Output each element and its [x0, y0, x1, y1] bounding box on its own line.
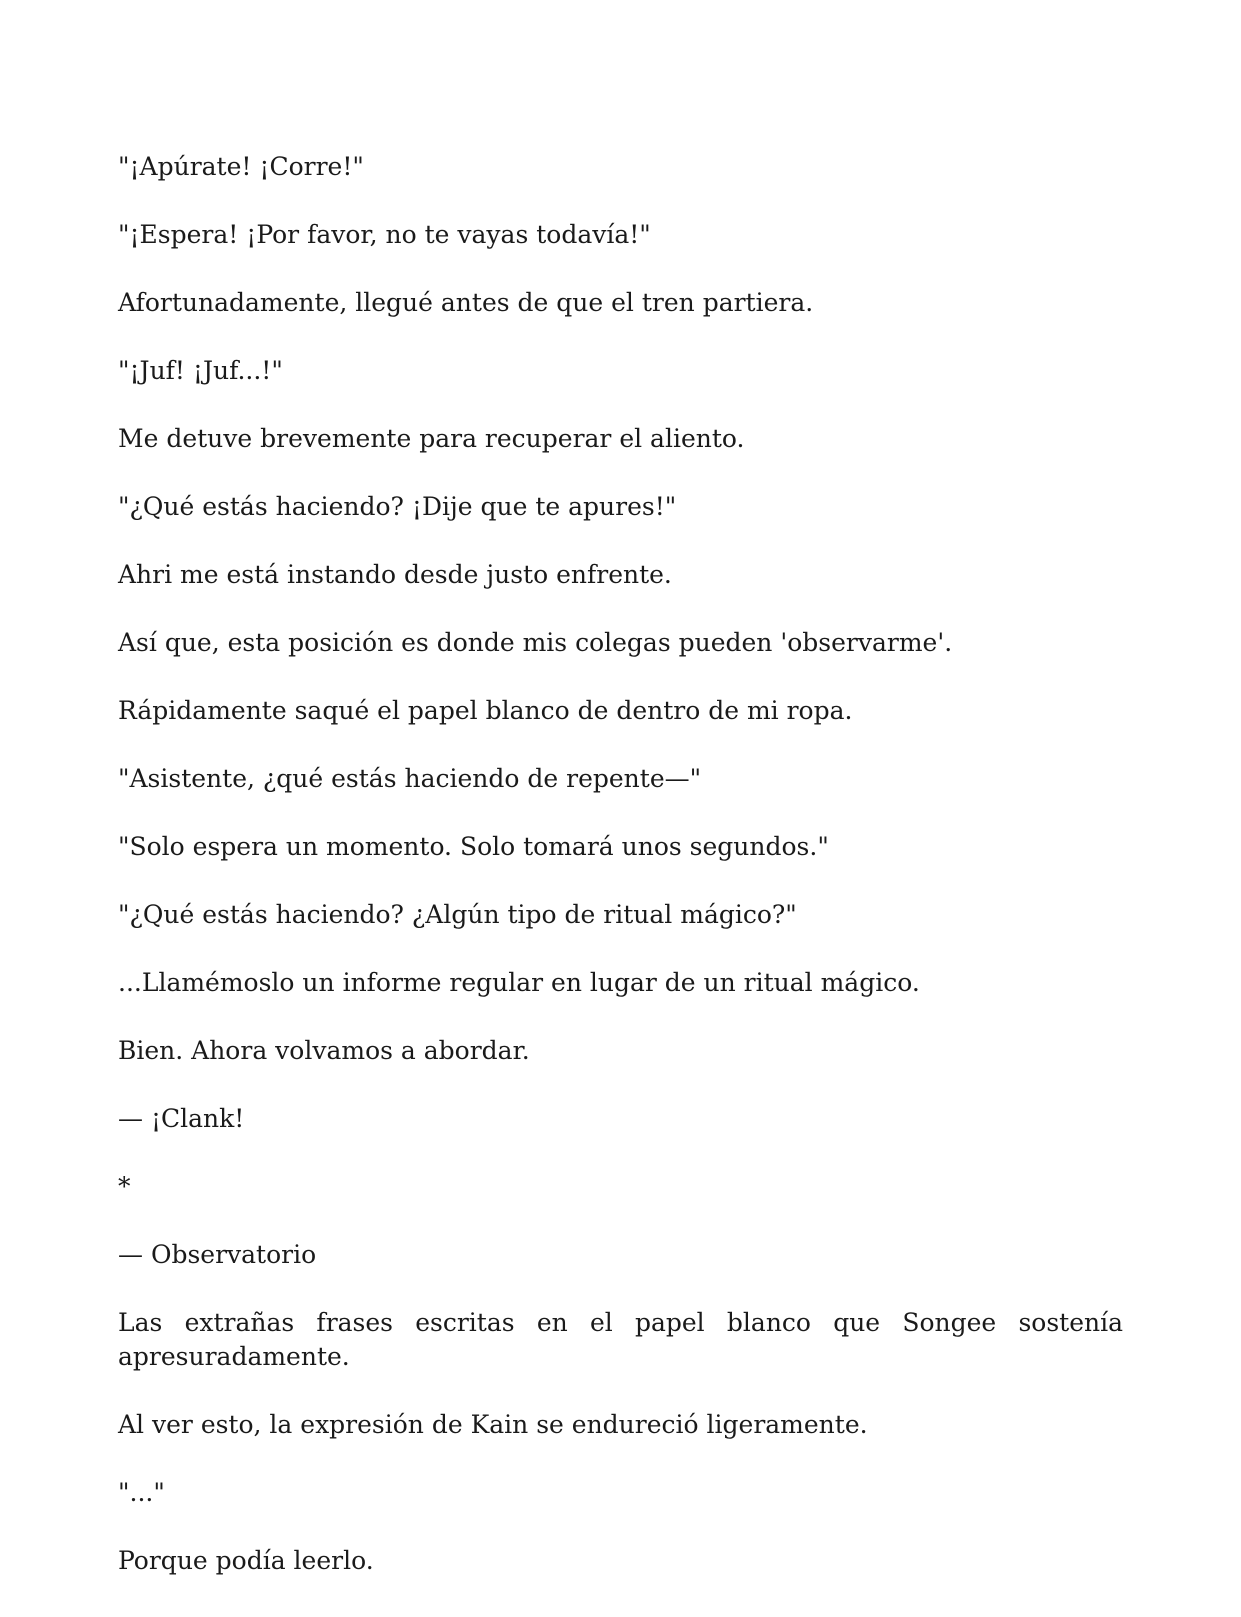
paragraph: "Asistente, ¿qué estás haciendo de repente—" — [118, 764, 702, 793]
paragraph: "¿Qué estás haciendo? ¿Algún tipo de ritual mágico?" — [118, 900, 797, 929]
paragraph: — ¡Clank! — [118, 1104, 245, 1133]
paragraph: Rápidamente saqué el papel blanco de dentro de mi ropa. — [118, 696, 853, 725]
section-break: * — [118, 1172, 131, 1201]
paragraph: ...Llamémoslo un informe regular en lugar de un ritual mágico. — [118, 968, 920, 997]
paragraph: Afortunadamente, llegué antes de que el tren partiera. — [118, 288, 814, 317]
paragraph: "¡Apúrate! ¡Corre!" — [118, 152, 364, 181]
paragraph: Bien. Ahora volvamos a abordar. — [118, 1036, 530, 1065]
paragraph: Ahri me está instando desde justo enfrente. — [118, 560, 672, 589]
paragraph: Las extrañas frases escritas en el papel blanco que Songee sostenía apresuradamente. — [118, 1308, 1123, 1371]
paragraph: "¿Qué estás haciendo? ¡Dije que te apures!" — [118, 492, 677, 521]
paragraph: Al ver esto, la expresión de Kain se endureció ligeramente. — [118, 1410, 868, 1439]
paragraph: "¡Espera! ¡Por favor, no te vayas todavía!" — [118, 220, 651, 249]
paragraph: Me detuve brevemente para recuperar el aliento. — [118, 424, 745, 453]
paragraph: "¡Juf! ¡Juf...!" — [118, 356, 283, 385]
paragraph: Porque podía leerlo. — [118, 1546, 374, 1575]
paragraph: Así que, esta posición es donde mis colegas pueden 'observarme'. — [118, 628, 953, 657]
paragraph: "..." — [118, 1478, 165, 1507]
paragraph: "Solo espera un momento. Solo tomará unos segundos." — [118, 832, 829, 861]
section-heading: — Observatorio — [118, 1240, 317, 1269]
document-body — [118, 150, 1123, 1612]
